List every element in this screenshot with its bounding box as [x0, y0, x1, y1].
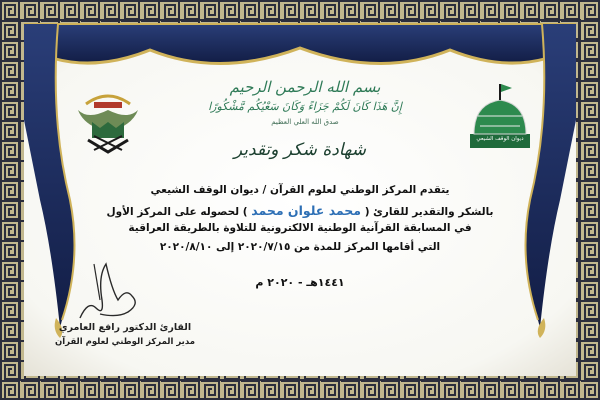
body-line-3: في المسابقة القرآنية الوطنية الالكترونية للتلاوة بالطريقة العراقية	[128, 222, 472, 234]
recipient-name: محمد علوان محمد	[251, 203, 362, 218]
basmala: بسم الله الرحمن الرحيم	[229, 78, 381, 96]
body-line-2-after: ) لحصوله على المركز الأول	[106, 206, 248, 218]
sadaq-line: صدق الله العلي العظيم	[271, 118, 339, 126]
body-line-2-before: بالشكر والتقدير للقارئ (	[364, 206, 494, 218]
issue-date: ١٤٤١هـ - ٢٠٢٠ م	[255, 276, 345, 289]
body-line-2	[95, 203, 505, 218]
shia-endowment-label: ديوان الوقف الشيعي	[476, 136, 524, 142]
certificate-title: شهادة شكر وتقدير	[233, 140, 367, 160]
signatory-title: مدير المركز الوطني لعلوم القرآن	[54, 337, 196, 347]
body-line-1: يتقدم المركز الوطني لعلوم القرآن / ديوان الوقف الشيعي	[150, 184, 450, 196]
quran-verse: إِنَّ هَذَا كَانَ لَكُمْ جَزَاءً وَكَانَ سَعْيُكُم مَّشْكُورًا	[208, 100, 402, 113]
signatory-name: القارئ الدكتور رافع العامري	[58, 322, 192, 333]
body-line-4: التي أقامها المركز للمدة من ٢٠٢٠/٧/١٥ إلى ٢٠٢٠/٨/١٠	[159, 241, 441, 253]
